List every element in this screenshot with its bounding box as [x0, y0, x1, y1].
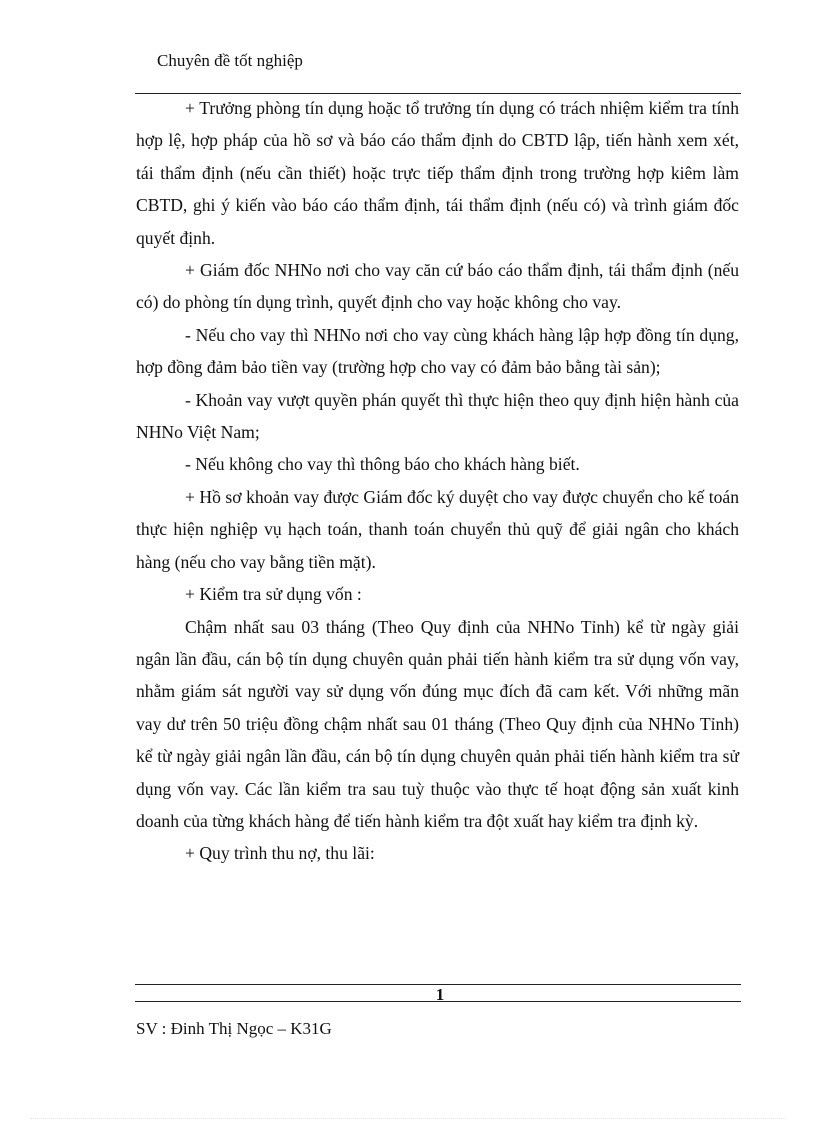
paragraph-5: - Nếu không cho vay thì thông báo cho khách hàng biết. — [185, 454, 580, 475]
document-body — [136, 92, 739, 870]
footer-author: SV : Đinh Thị Ngọc – K31G — [136, 1019, 332, 1038]
paragraph-9: + Quy trình thu nợ, thu lãi: — [185, 843, 375, 864]
footer-rule-bottom — [135, 1001, 741, 1002]
paragraph-2: + Giám đốc NHNo nơi cho vay căn cứ báo cáo thẩm định, tái thẩm định (nếu có) do phòng tín dụng trình, quyết định cho vay hoặc không cho vay. — [136, 260, 739, 313]
page-number: 1 — [435, 985, 445, 1004]
paragraph-4: - Khoản vay vượt quyền phán quyết thì thực hiện theo quy định hiện hành của NHNo Việt Nam; — [136, 389, 739, 443]
paragraph-1: + Trưởng phòng tín dụng hoặc tổ trưởng tín dụng có trách nhiệm kiểm tra tính hợp lệ, hợp pháp của hồ sơ và báo cáo thẩm định do CBTD lập, tiến hành xem xét, tái thẩm định (nếu cần thiết) hoặc trực tiếp thẩm định trong trường hợp kiêm làm CBTD, ghi ý kiến vào báo cáo thẩm định, tái thẩm định (nếu có) và trình giám đốc quyết định. — [136, 98, 739, 248]
paragraph-6: + Hồ sơ khoản vay được Giám đốc ký duyệt cho vay được chuyển cho kế toán thực hiện nghiệp vụ hạch toán, thanh toán chuyển thủ quỹ để giải ngân cho khách hàng (nếu cho vay bằng tiền mặt). — [136, 486, 739, 572]
paragraph-3: - Nếu cho vay thì NHNo nơi cho vay cùng khách hàng lập hợp đồng tín dụng, hợp đồng đảm bảo tiền vay (trường hợp cho vay có đảm bảo bằng tài sản); — [136, 324, 739, 378]
page-edge — [30, 1118, 786, 1119]
header-title: Chuyên đề tốt nghiệp — [157, 51, 303, 70]
paragraph-7: + Kiểm tra sử dụng vốn : — [185, 584, 362, 605]
paragraph-8: Chậm nhất sau 03 tháng (Theo Quy định của NHNo Tỉnh) kể từ ngày giải ngân lần đầu, cán bộ tín dụng chuyên quản phải tiến hành kiểm tra sử dụng vốn vay, nhằm giám sát người vay sử dụng vốn đúng mục đích đã cam kết. Với những mãn vay dư trên 50 triệu đồng chậm nhất sau 01 tháng (Theo Quy định của NHNo Tỉnh) kể từ ngày giải ngân lần đầu, cán bộ tín dụng chuyên quản phải tiến hành kiểm tra sử dụng vốn vay. Các lần kiểm tra sau tuỳ thuộc vào thực tế hoạt động sản xuất kinh doanh của từng khách hàng để tiến hành kiểm tra đột xuất hay kiểm tra định kỳ. — [136, 616, 739, 831]
